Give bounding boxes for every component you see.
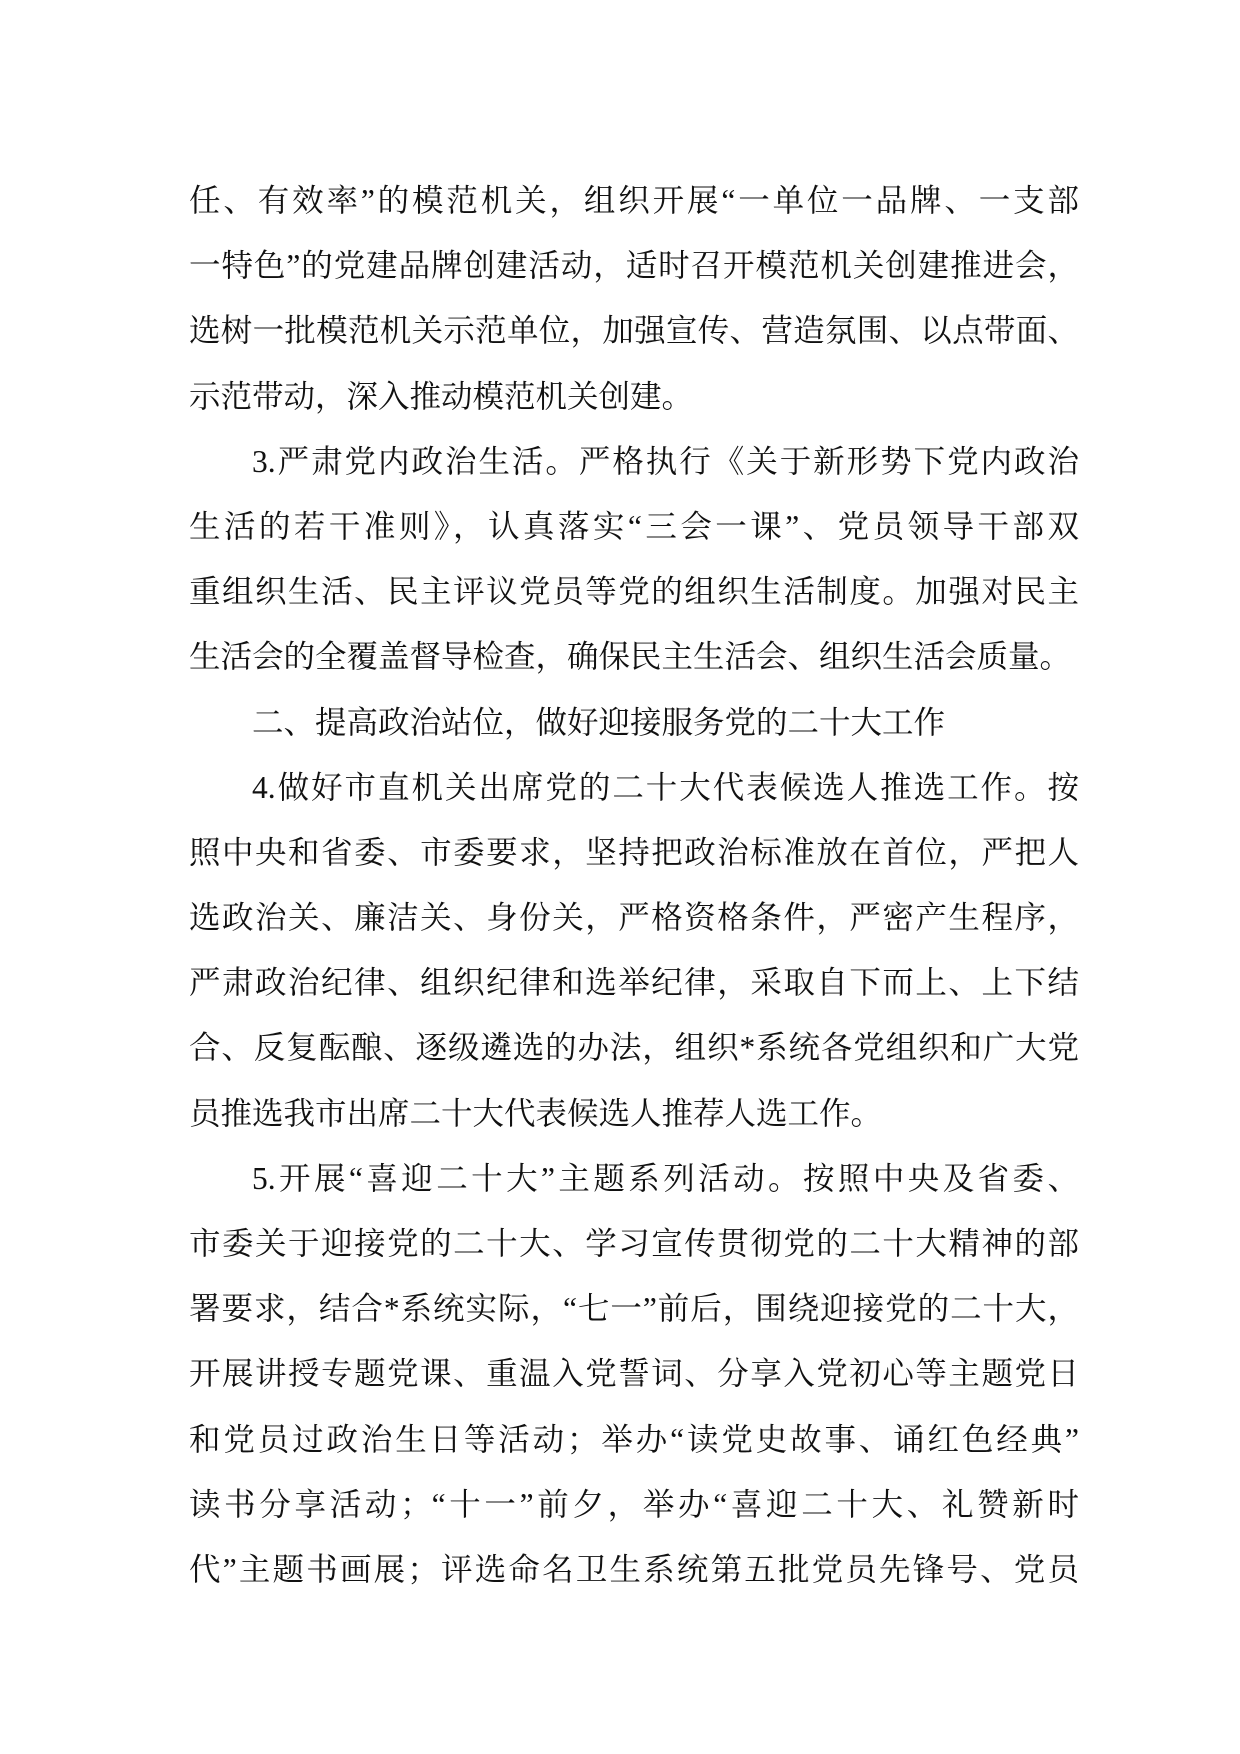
text-line: 一特色”的党建品牌创建活动，适时召开模范机关创建推进会， xyxy=(189,248,1079,284)
text-line: 代”主题书画展；评选命名卫生系统第五批党员先锋号、党员 xyxy=(189,1551,1079,1587)
text-line: 严肃政治纪律、组织纪律和选举纪律，采取自下而上、上下结 xyxy=(189,965,1079,1001)
text-line: 选树一批模范机关示范单位，加强宣传、营造氛围、以点带面、 xyxy=(189,313,1079,349)
text-line: 照中央和省委、市委要求，坚持把政治标准放在首位，严把人 xyxy=(189,834,1079,870)
text-line: 员推选我市出席二十大代表候选人推荐人选工作。 xyxy=(189,1095,883,1131)
text-line: 署要求，结合*系统实际，“七一”前后，围绕迎接党的二十大， xyxy=(189,1291,1079,1327)
text-line: 生活会的全覆盖督导检查，确保民主生活会、组织生活会质量。 xyxy=(189,639,1072,675)
text-line: 3.严肃党内政治生活。严格执行《关于新形势下党内政治 xyxy=(252,443,1079,479)
paragraph-item-5 xyxy=(189,1146,1079,1602)
paragraph-continued xyxy=(189,168,1079,429)
paragraph-item-3 xyxy=(189,429,1079,690)
text-line: 读书分享活动；“十一”前夕，举办“喜迎二十大、礼赞新时 xyxy=(189,1486,1079,1522)
section-heading-text: 二、提高政治站位，做好迎接服务党的二十大工作 xyxy=(252,704,946,740)
text-line: 生活的若干准则》，认真落实“三会一课”、党员领导干部双 xyxy=(189,508,1079,544)
text-line: 市委关于迎接党的二十大、学习宣传贯彻党的二十大精神的部 xyxy=(189,1226,1079,1261)
text-line: 示范带动，深入推动模范机关创建。 xyxy=(189,378,694,414)
text-line: 4.做好市直机关出席党的二十大代表候选人推选工作。按 xyxy=(252,769,1079,805)
text-line: 选政治关、廉洁关、身份关，严格资格条件，严密产生程序， xyxy=(189,900,1079,936)
section-heading xyxy=(189,690,1079,755)
paragraph-item-4 xyxy=(189,755,1079,1146)
text-line: 重组织生活、民主评议党员等党的组织生活制度。加强对民主 xyxy=(189,574,1079,610)
document-body xyxy=(189,168,1079,1602)
text-line: 和党员过政治生日等活动；举办“读党史故事、诵红色经典” xyxy=(189,1421,1079,1457)
text-line: 开展讲授专题党课、重温入党誓词、分享入党初心等主题党日 xyxy=(189,1356,1079,1392)
text-line: 5.开展“喜迎二十大”主题系列活动。按照中央及省委、 xyxy=(252,1160,1079,1196)
text-line: 任、有效率”的模范机关，组织开展“一单位一品牌、一支部 xyxy=(189,183,1079,218)
text-line: 合、反复酝酿、逐级遴选的办法，组织*系统各党组织和广大党 xyxy=(189,1030,1079,1066)
